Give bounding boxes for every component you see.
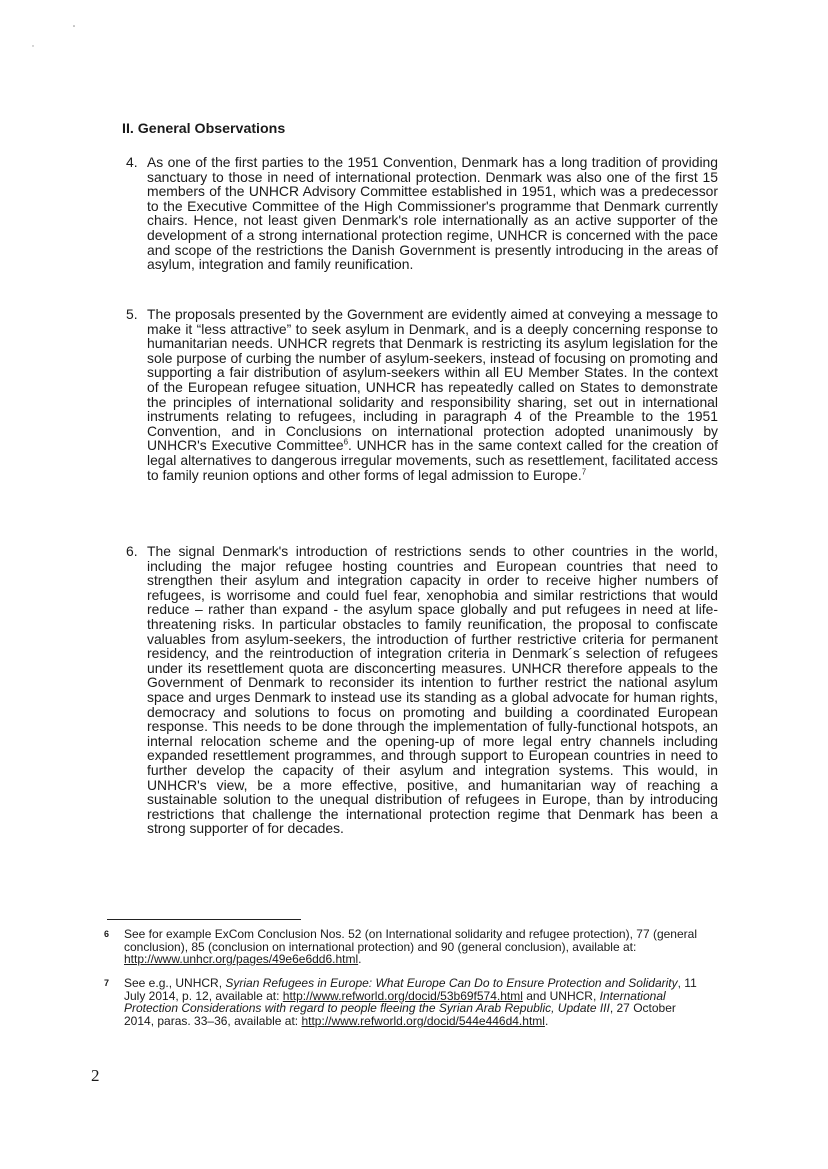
scan-specks [30,20,90,50]
section-heading: II. General Observations [122,121,286,137]
footnote-marker: 6 [104,929,110,939]
footnote-link[interactable]: http://www.refworld.org/docid/544e446d4.html [301,1013,545,1028]
paragraph-number: 4. [126,154,138,170]
footnote-text [124,977,700,1027]
paragraph-text: The signal Denmark's introduction of restrictions sends to other countries in the world, including the major refugee hosting countries and European countries that need to strengthen their asylum and integration capacity in order to receive higher numbers of refugees, is worrisome and could fuel fear, xenophobia and similar restrictions that would reduce – rather than expand - the asylum space globally and put refugees in need at life-threatening risks. In particular obstacles to family reunification, the proposal to confiscate valuables from asylum-seekers, the introduction of further restrictive criteria for permanent residency, and the reintroduction of integration criteria in Denmark´s selection of refugees under its resettlement quota are disconcerting measures. UNHCR therefore appeals to the Government of Denmark to reconsider its intention to further restrict the national asylum space and urges Denmark to instead use its standing as a global advocate for human rights, democracy and solutions to focus on promoting and building a coordinated European response. This needs to be done through the implementation of fully-functional hotspots, an internal relocation scheme and the opening-up of more legal entry channels including expanded resettlement programmes, and through support to European countries in need to further develop the capacity of their asylum and integration systems. This would, in UNHCR's view, be a more effective, positive, and humanitarian way of reaching a sustainable solution to the unequal distribution of refugees in Europe, than by introducing restrictions that challenge the international protection regime that Denmark has been a strong supporter of for decades. [147,543,718,837]
paragraph-text [147,307,718,482]
footnote-text-part: See for example ExCom Conclusion Nos. 52 (on International solidarity and refugee protection), 77 (general conclusion), 85 (conclusion on international protection) and 90 (general conclusion), available at: [124,927,697,954]
paragraph-6 [126,544,718,836]
footnote-text-part: See e.g., UNHCR, [124,976,226,990]
footnote-text-part: . [358,952,362,967]
paragraph-number: 6. [126,543,138,559]
cited-title: Syrian Refugees in Europe: What Europe Can Do to Ensure Protection and Solidarity [225,976,678,990]
paragraph-5 [126,307,718,482]
footnote-text-part: and UNHCR, [522,988,600,1003]
footnote-text-part: , 27 October 2014, paras. 33–36, available at: [124,1001,676,1028]
footnote-link[interactable]: http://www.refworld.org/docid/53b69f574.html [282,988,523,1003]
paragraph-text-part: The proposals presented by the Government are evidently aimed at conveying a message to make it “less attractive” to seek asylum in Denmark, and is a deeply concerning response to humanitarian needs. UNHCR regrets that Denmark is restricting its asylum legislation for the sole purpose of curbing the number of asylum-seekers, instead of focusing on promoting and supporting a fair distribution of asylum-seekers within all EU Member States. In the context of the European refugee situation, UNHCR has repeatedly called on States to demonstrate the principles of international solidarity and responsibility sharing, set out in international instruments relating to refugees, including in paragraph 4 of the Preamble to the 1951 Convention, and in Conclusions on international protection adopted unanimously by UNHCR's Executive Committee [147,306,718,454]
paragraph-number: 5. [126,306,138,322]
footnote-marker: 7 [104,978,110,988]
footnote-ref-6[interactable]: 6 [343,437,349,447]
page-number: 2 [91,1066,100,1085]
cited-title: International Protection Considerations with regard to people fleeing the Syrian Arab Republic, Update III [124,988,666,1016]
paragraph-text-part: . UNHCR has in the same context called for the creation of legal alternatives to dangerous irregular movements, such as resettlement, facilitated access to family reunion options and other forms of legal admission to Europe. [147,437,718,483]
paragraph-4 [126,155,718,272]
footnote-7 [104,977,700,1027]
footnote-link[interactable]: http://www.unhcr.org/pages/49e6e6dd6.html [124,952,359,967]
footnote-text [124,928,700,966]
paragraph-text: As one of the first parties to the 1951 Convention, Denmark has a long tradition of providing sanctuary to those in need of international protection. Denmark was also one of the first 15 members of the UNHCR Advisory Committee established in 1951, which was a predecessor to the Executive Committee of the High Commissioner's programme that Denmark currently chairs. Hence, not least given Denmark's role internationally as an active supporter of the development of a strong international protection regime, UNHCR is concerned with the pace and scope of the restrictions the Danish Government is presently introducing in the areas of asylum, integration and family reunification. [147,154,718,273]
footnote-text-part: . [544,1013,549,1028]
footnote-divider [107,919,301,920]
footnote-text-part: , 11 July 2014, p. 12, available at: [124,976,697,1003]
footnote-6 [104,928,700,966]
footnote-ref-7[interactable]: 7 [581,466,587,476]
